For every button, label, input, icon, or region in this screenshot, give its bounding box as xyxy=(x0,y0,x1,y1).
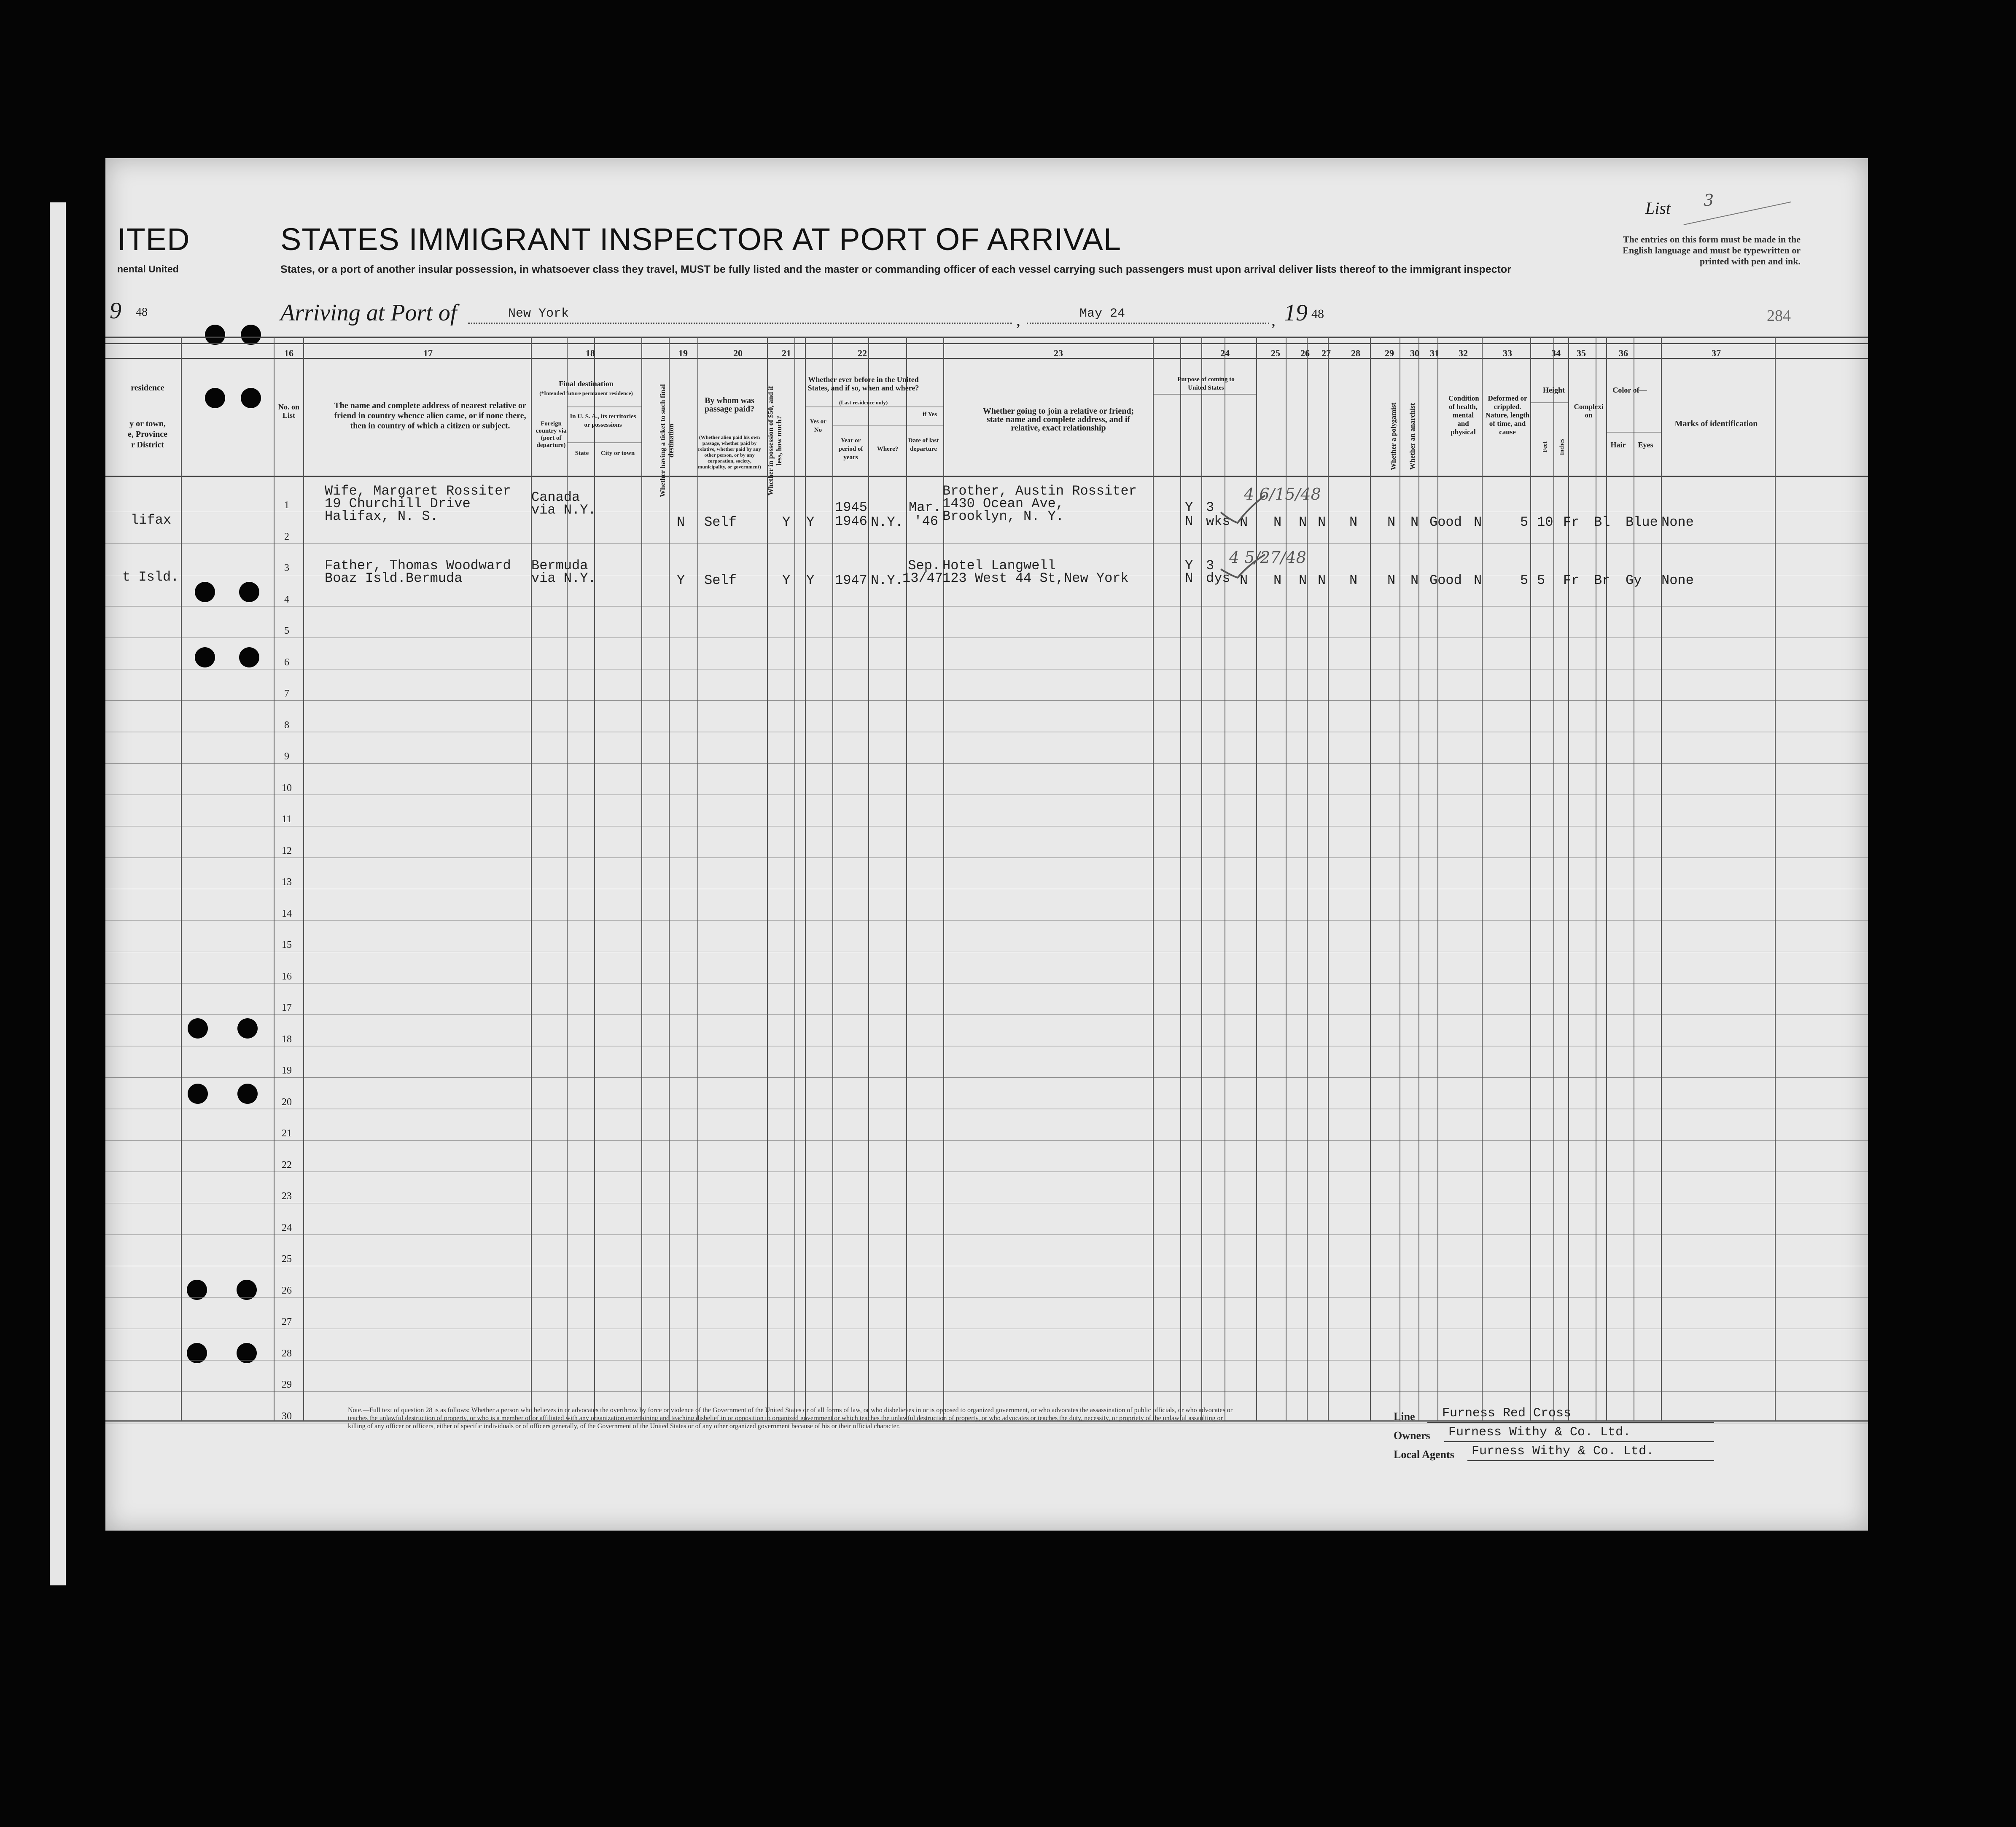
row3-q30: N xyxy=(1387,573,1396,588)
header-ticket: Whether having a ticket to such final destination xyxy=(659,384,675,497)
row1-complexion: Fr xyxy=(1563,514,1580,530)
row-number: 17 xyxy=(282,1002,292,1013)
row-number: 23 xyxy=(282,1191,292,1202)
row3-deformed: N xyxy=(1474,573,1482,588)
row3-q27: N xyxy=(1299,573,1307,588)
row3-fifty: Y xyxy=(782,573,791,588)
row-number: 3 xyxy=(284,562,289,573)
list-label: List xyxy=(1645,199,1671,218)
row-number: 25 xyxy=(282,1254,292,1265)
header-joining-relative: Whether going to join a relative or friend; state name and complete address, and if relative, exact relationship xyxy=(982,406,1134,433)
col-num-25: 25 xyxy=(1271,348,1280,358)
col-num-18: 18 xyxy=(586,348,595,358)
row3-hair: Br xyxy=(1594,573,1610,588)
row3-pencil-annotation: 4 5/27/48 xyxy=(1229,548,1306,567)
row1-q28: N xyxy=(1318,514,1326,530)
line-value: Furness Red Cross xyxy=(1442,1406,1572,1421)
row3-q29: N xyxy=(1349,573,1358,588)
col-num-21: 21 xyxy=(782,348,791,358)
col-num-16: 16 xyxy=(284,348,293,358)
year-suffix: 48 xyxy=(1311,307,1324,321)
row-number: 19 xyxy=(282,1065,292,1076)
row1-feet: 5 xyxy=(1520,514,1529,530)
owners-label: Owners xyxy=(1394,1429,1430,1442)
row-number: 26 xyxy=(282,1285,292,1296)
row1-pencil-annotation: 4 6/15/48 xyxy=(1244,485,1321,503)
row3-q26: N xyxy=(1273,573,1282,588)
row3-feet: 5 xyxy=(1520,573,1529,588)
header-complexion: Complexion xyxy=(1574,403,1604,419)
row-number: 21 xyxy=(282,1128,292,1139)
row3-joining: Hotel Langwell 123 West 44 St,New York xyxy=(942,558,1129,586)
col-num-19: 19 xyxy=(678,348,688,358)
row-number: 18 xyxy=(282,1033,292,1045)
page-number: 284 xyxy=(1767,307,1791,325)
check-mark xyxy=(1219,491,1269,529)
row-number: 20 xyxy=(282,1096,292,1108)
row1-purpose-a: Y N xyxy=(1185,500,1193,529)
header-before-sub: (Last residence only) xyxy=(839,399,888,406)
row3-q25: N xyxy=(1240,573,1248,588)
residence-row-1: lifax xyxy=(131,512,172,528)
col-num-27: 27 xyxy=(1322,348,1331,358)
row1-before: Y xyxy=(806,514,815,530)
form-instructions: The entries on this form must be made in the English language and must be typewritten or printed with pen and ink. xyxy=(1623,234,1801,266)
row1-q26: N xyxy=(1273,514,1282,530)
arrival-date: May 24 xyxy=(1079,307,1125,321)
comma: , xyxy=(1016,310,1020,329)
manifest-sheet xyxy=(105,158,1868,1531)
col-num-24: 24 xyxy=(1220,348,1230,358)
row1-q27: N xyxy=(1299,514,1307,530)
col-num-34: 34 xyxy=(1551,348,1561,358)
year-left-suffix: 48 xyxy=(136,306,148,319)
row1-departure: Mar. '46 xyxy=(909,500,941,529)
row1-marks: None xyxy=(1661,514,1694,530)
check-mark xyxy=(1219,552,1269,582)
row-number: 5 xyxy=(284,625,289,636)
header-before-in-us: Whether ever before in the United States, and if so, when and where? xyxy=(807,375,919,392)
row-number: 10 xyxy=(282,782,292,794)
manifest-grid xyxy=(105,158,1868,1531)
row1-where: N.Y. xyxy=(871,514,903,530)
header-hair: Hair xyxy=(1610,441,1626,449)
header-if-yes: if Yes xyxy=(922,411,937,418)
title-fragment-left: ITED xyxy=(117,222,190,257)
residence-city-header-1: y or town, xyxy=(129,419,166,428)
row3-purpose-b: 3 dys xyxy=(1206,558,1230,586)
header-deformed: Deformed or crippled. Nature, length of time, and cause xyxy=(1485,394,1530,436)
row-number: 6 xyxy=(284,657,289,668)
year-prefix: 19 xyxy=(1284,300,1308,326)
header-inches: Inches xyxy=(1559,439,1565,455)
row3-marks: None xyxy=(1661,573,1694,588)
col-num-23: 23 xyxy=(1054,348,1063,358)
row-number: 22 xyxy=(282,1159,292,1170)
col-num-35: 35 xyxy=(1577,348,1586,358)
header-where: Where? xyxy=(877,446,899,452)
col-num-36: 36 xyxy=(1619,348,1628,358)
row1-deformed: N xyxy=(1474,514,1482,530)
header-purpose: Purpose of coming to United States xyxy=(1177,376,1235,391)
row-number: 29 xyxy=(282,1379,292,1390)
row3-departure: Sep. 13/47 xyxy=(902,558,943,586)
residence-header: residence xyxy=(131,383,164,393)
comma-2: , xyxy=(1271,310,1276,329)
col-num-22: 22 xyxy=(858,348,867,358)
row-number: 1 xyxy=(284,500,289,511)
header-eyes: Eyes xyxy=(1638,441,1653,449)
owners-value: Furness Withy & Co. Ltd. xyxy=(1448,1425,1631,1440)
col-num-31: 31 xyxy=(1430,348,1439,358)
year-left: 9 xyxy=(110,298,121,324)
row1-ticket: N xyxy=(677,514,685,530)
residence-city-header-3: r District xyxy=(131,440,164,449)
row1-health: Good xyxy=(1429,514,1462,530)
arriving-label: Arriving at Port of xyxy=(280,300,457,326)
row1-paid-by: Self xyxy=(704,514,737,530)
row-number: 16 xyxy=(282,971,292,982)
row1-inches: 10 xyxy=(1537,514,1553,530)
row3-years: 1947 xyxy=(835,573,867,588)
row-number: 13 xyxy=(282,877,292,888)
row1-q30: N xyxy=(1387,514,1396,530)
row-number: 8 xyxy=(284,719,289,731)
row-number: 4 xyxy=(284,594,289,605)
row-number: 9 xyxy=(284,751,289,762)
col-num-30: 30 xyxy=(1410,348,1419,358)
row-number: 24 xyxy=(282,1222,292,1233)
row3-inches: 5 xyxy=(1537,573,1545,588)
row-number: 14 xyxy=(282,908,292,919)
col-num-17: 17 xyxy=(423,348,433,358)
header-state: State xyxy=(575,450,589,457)
row3-relative: Father, Thomas Woodward Boaz Isld.Bermuda xyxy=(325,558,511,586)
row1-foreign-country: Canada via N.Y. xyxy=(531,490,596,518)
owners-underline xyxy=(1444,1441,1714,1442)
residence-city-header-2: e, Province xyxy=(127,430,168,439)
header-no-on-list: No. on List xyxy=(278,403,299,420)
residence-row-3: t Isld. xyxy=(122,569,179,585)
header-year-period: Year or period of years xyxy=(838,437,863,461)
line-underline xyxy=(1427,1422,1714,1423)
row-number: 28 xyxy=(282,1348,292,1359)
row3-complexion: Fr xyxy=(1563,573,1580,588)
row3-ticket: Y xyxy=(677,573,685,588)
header-anarchist: Whether an anarchist xyxy=(1408,403,1416,470)
header-in-usa: In U. S. A., its territories or possessions xyxy=(570,413,636,428)
row3-before: Y xyxy=(806,573,815,588)
header-height: Height xyxy=(1543,386,1565,394)
header-marks: Marks of identification xyxy=(1674,419,1758,428)
line-label: Line xyxy=(1394,1410,1415,1423)
header-passage-paid-sub: (Whether alien paid his own passage, whether paid by relative, whether paid by any other person, or by any corporation, society, municipality, or government) xyxy=(698,434,761,470)
subtitle-fragment-left: nental United xyxy=(117,264,179,274)
col-num-28: 28 xyxy=(1351,348,1360,358)
row-number: 30 xyxy=(282,1410,292,1422)
row-number: 7 xyxy=(284,688,289,699)
col-num-29: 29 xyxy=(1385,348,1394,358)
row-number: 2 xyxy=(284,531,289,542)
row3-purpose-a: Y N xyxy=(1185,558,1193,586)
page-title: STATES IMMIGRANT INSPECTOR AT PORT OF ARRIVAL xyxy=(280,222,1122,257)
col-num-33: 33 xyxy=(1503,348,1512,358)
question-28-note: Note.—Full text of question 28 is as follows: Whether a person who believes in or advocates the overthrow by force or violence of the Government of the United States or of all forms of law, or who disbelieves in or is opposed to organized government, or who advocates the assassination of public officials, or who advocates or teaches the unlawful destruction of property, or who is a member of or affiliated with any organization entertaining and teaching disbelief in or opposition to organized government or which teaches the unlawful destruction of property, or who advocates or teaches the duty, necessity, or propriety of the unlawful assaulting or killing of any officer or officers, either of specific individuals or of officers generally, of the Government of the United States or of any other organized government because of his or their official character. xyxy=(348,1407,1233,1430)
row3-where: N.Y. xyxy=(871,573,903,588)
header-fifty-dollars: Whether in possession of $50, and if less, how much? xyxy=(767,386,783,495)
row3-health: Good xyxy=(1429,573,1462,588)
row-number: 11 xyxy=(282,814,292,825)
row1-fifty: Y xyxy=(782,514,791,530)
header-yes-no: Yes or No xyxy=(810,418,826,433)
row1-q29: N xyxy=(1349,514,1358,530)
local-agents-label: Local Agents xyxy=(1394,1448,1454,1461)
row-number: 27 xyxy=(282,1316,292,1327)
header-feet: Feet xyxy=(1542,441,1548,452)
row1-relative: Wife, Margaret Rossiter 19 Churchill Drive Halifax, N. S. xyxy=(325,483,511,524)
row1-joining: Brother, Austin Rossiter 1430 Ocean Ave, Brooklyn, N. Y. xyxy=(942,483,1137,524)
header-final-destination: Final destination xyxy=(559,379,614,388)
row3-eyes: Gy xyxy=(1626,573,1642,588)
arrival-port: New York xyxy=(508,307,569,321)
row3-foreign-country: Bermuda via N.Y. xyxy=(531,558,596,586)
row1-hair: Bl xyxy=(1594,514,1610,530)
header-city: City or town xyxy=(600,450,635,457)
col-num-32: 32 xyxy=(1459,348,1468,358)
header-nearest-relative: The name and complete address of nearest relative or friend in country whence alien came, or if none there, then in country of which a citizen or subject. xyxy=(334,401,526,431)
row1-q25: N xyxy=(1240,514,1248,530)
col-num-20: 20 xyxy=(733,348,743,358)
row-number: 12 xyxy=(282,845,292,856)
header-color-of: Color of— xyxy=(1612,386,1647,394)
row3-q28: N xyxy=(1318,573,1326,588)
row1-eyes: Blue xyxy=(1626,514,1658,530)
adjacent-page-edge xyxy=(50,202,66,1585)
row1-purpose-b: 3 wks xyxy=(1206,500,1230,529)
agents-underline xyxy=(1467,1460,1714,1461)
header-health: Condition of health, mental and physical xyxy=(1448,394,1479,436)
header-final-destination-sub: (*Intended future permanent residence) xyxy=(539,390,633,396)
header-passage-paid: By whom was passage paid? xyxy=(704,396,755,414)
col-num-26: 26 xyxy=(1300,348,1310,358)
page-subtitle: States, or a port of another insular possession, in whatsoever class they travel, MUST be fully listed and the master or commanding officer of each vessel carrying such passengers must upon arrival deliver lists thereof to the immigrant inspector xyxy=(280,264,1511,275)
header-polygamist: Whether a polygamist xyxy=(1389,402,1397,471)
row1-years: 1945 1946 xyxy=(835,500,867,529)
local-agents-value: Furness Withy & Co. Ltd. xyxy=(1472,1444,1654,1458)
list-number: 3 xyxy=(1704,191,1714,210)
header-last-departure: Date of last departure xyxy=(908,437,939,452)
row1-q31: N xyxy=(1410,514,1419,530)
row3-paid-by: Self xyxy=(704,573,737,588)
col-num-37: 37 xyxy=(1712,348,1721,358)
row-number: 15 xyxy=(282,939,292,950)
header-foreign-country: Foreign country via (port of departure) xyxy=(536,420,567,449)
row3-q31: N xyxy=(1410,573,1419,588)
